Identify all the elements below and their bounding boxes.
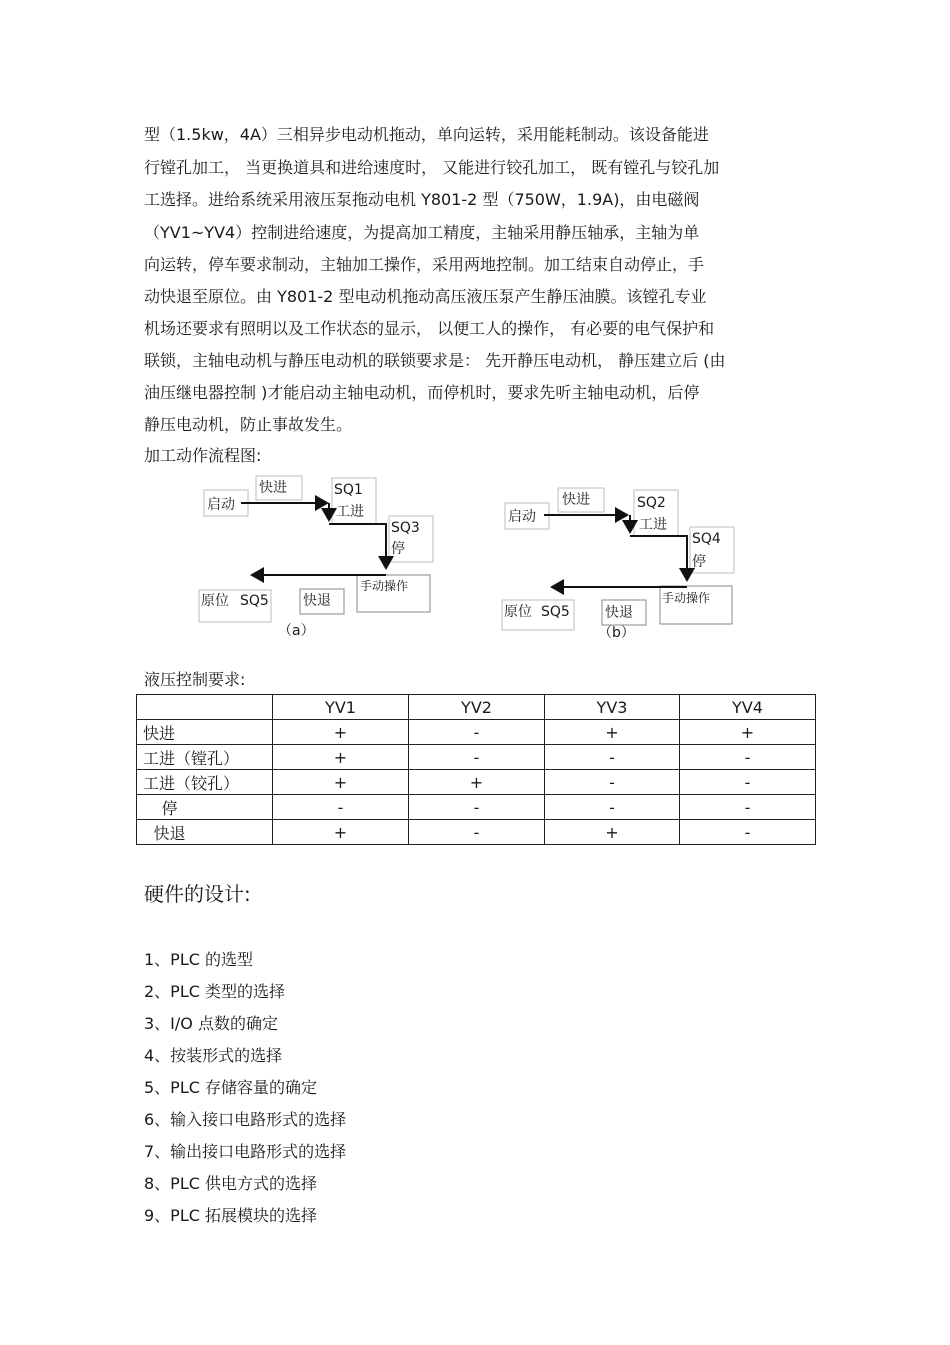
paragraph-line: 型（1.5kw，4A）三相异步电动机拖动，单向运转，采用能耗制动。该设备能进 [144, 125, 709, 144]
table-header-cell: YV4 [680, 695, 816, 720]
work-in-label: 工进 [639, 517, 667, 533]
sq5-label: SQ5 [240, 593, 269, 609]
paragraph-line: 工选择。进给系统采用液压泵拖动电机 Y801-2 型（750W，1.9A)，由电磁阀 [144, 190, 700, 209]
list-item: 3、I/O 点数的确定 [144, 1014, 278, 1033]
list-item: 7、输出接口电路形式的选择 [144, 1142, 347, 1161]
paragraph-line: 机场还要求有照明以及工作状态的显示， 以便工人的操作， 有必要的电气保护和 [144, 319, 715, 338]
hardware-heading: 硬件的设计: [144, 882, 251, 906]
table-caption: 液压控制要求: [144, 670, 246, 689]
manual-label: 手动操作 [662, 591, 711, 605]
table-cell: + [409, 770, 545, 795]
fast-back-label: 快退 [303, 593, 331, 609]
table-cell: - [680, 820, 816, 845]
diagram-a-caption: （a） [278, 623, 315, 639]
sq1-label: SQ1 [334, 482, 363, 498]
list-item: 4、按装形式的选择 [144, 1046, 283, 1065]
arrow-work-in [630, 536, 687, 580]
stop-label: 停 [391, 541, 405, 557]
table-header-cell: YV1 [273, 695, 409, 720]
table-cell: + [680, 720, 816, 745]
table-row [137, 820, 816, 845]
home-label: 原位 [504, 604, 532, 620]
table-header-row [137, 695, 816, 720]
paragraph-line: 静压电动机，防止事故发生。 [144, 415, 353, 434]
table-header-cell [137, 695, 273, 720]
table-cell: - [409, 820, 545, 845]
flow-diagrams [0, 0, 950, 660]
table-header-cell: YV3 [545, 695, 680, 720]
table-cell: 快退 [137, 820, 273, 845]
hydraulic-control-table [136, 694, 816, 845]
flow-diagram-b [502, 488, 734, 641]
table-cell: + [273, 745, 409, 770]
paragraph-line: （YV1~YV4）控制进给速度，为提高加工精度，主轴采用静压轴承，主轴为单 [144, 223, 700, 242]
table-cell: - [409, 720, 545, 745]
arrow-work-in [329, 524, 386, 568]
fast-back-label: 快退 [605, 605, 633, 621]
table-cell: - [680, 770, 816, 795]
table-cell: - [273, 795, 409, 820]
table-cell: - [409, 795, 545, 820]
list-item: 2、PLC 类型的选择 [144, 982, 286, 1001]
flow-diagram-a [199, 476, 433, 639]
table-cell: + [545, 820, 680, 845]
paragraph-line: 行镗孔加工， 当更换道具和进给速度时， 又能进行铰孔加工， 既有镗孔与铰孔加 [144, 158, 720, 177]
work-in-label: 工进 [336, 504, 364, 520]
table-cell: + [273, 770, 409, 795]
table-cell: - [409, 745, 545, 770]
manual-label: 手动操作 [360, 579, 409, 593]
start-label: 启动 [207, 497, 235, 513]
table-cell: - [545, 795, 680, 820]
sq4-label: SQ4 [692, 531, 721, 547]
sq3-label: SQ3 [391, 520, 420, 536]
table-header-cell: YV2 [409, 695, 545, 720]
table-cell: 工进（铰孔） [137, 770, 273, 795]
paragraph-line: 动快退至原位。由 Y801-2 型电动机拖动高压液压泵产生静压油膜。该镗孔专业 [144, 287, 707, 306]
home-label: 原位 [201, 593, 229, 609]
diagram-b-caption: （b） [598, 625, 635, 641]
table-cell: - [680, 795, 816, 820]
stop-label: 停 [692, 554, 706, 570]
table-cell: + [545, 720, 680, 745]
paragraph-line: 向运转，停车要求制动，主轴加工操作，采用两地控制。加工结束自动停止，手 [144, 255, 705, 274]
table-cell: 工进（镗孔） [137, 745, 273, 770]
table-row [137, 720, 816, 745]
list-item: 8、PLC 供电方式的选择 [144, 1174, 318, 1193]
list-item: 5、PLC 存储容量的确定 [144, 1078, 318, 1097]
table-cell: + [273, 820, 409, 845]
table-row [137, 795, 816, 820]
table-cell: 快进 [137, 720, 273, 745]
flow-caption: 加工动作流程图: [144, 446, 262, 465]
list-item: 1、PLC 的选型 [144, 950, 254, 969]
table-cell: - [545, 745, 680, 770]
sq2-label: SQ2 [637, 495, 666, 511]
paragraph-line: 油压继电器控制 )才能启动主轴电动机，而停机时，要求先听主轴电动机，后停 [144, 383, 700, 402]
table-cell: - [680, 745, 816, 770]
sq5-label: SQ5 [541, 604, 570, 620]
table-cell: 停 [137, 795, 273, 820]
start-label: 启动 [508, 509, 536, 525]
fast-in-label: 快进 [562, 492, 590, 508]
table-cell: - [545, 770, 680, 795]
fast-in-label: 快进 [259, 480, 287, 496]
list-item: 9、PLC 拓展模块的选择 [144, 1206, 318, 1225]
table-cell: + [273, 720, 409, 745]
table-row [137, 745, 816, 770]
table-row [137, 770, 816, 795]
list-item: 6、输入接口电路形式的选择 [144, 1110, 347, 1129]
paragraph-line: 联锁，主轴电动机与静压电动机的联锁要求是： 先开静压电动机， 静压建立后 (由 [144, 351, 726, 370]
